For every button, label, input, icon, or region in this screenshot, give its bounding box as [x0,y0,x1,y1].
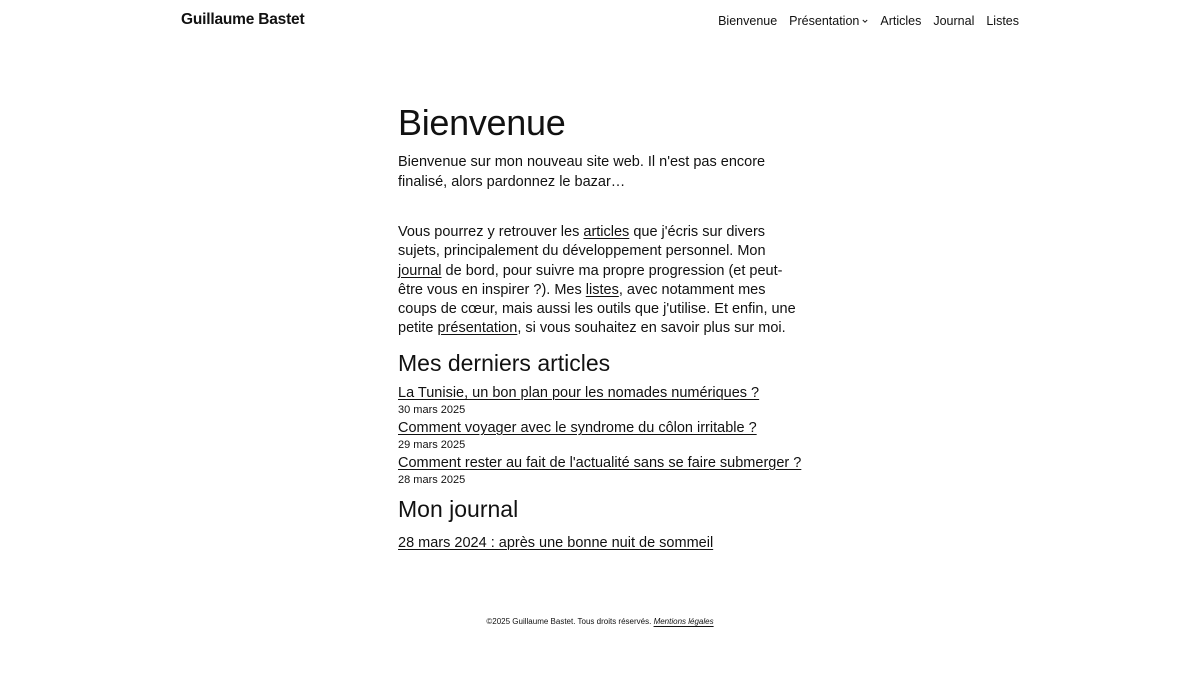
presentation-link[interactable]: présentation [437,320,518,337]
intro-text: Bienvenue sur mon nouveau site web. Il n'est pas encore finalisé, alors pardonnez le bazar… [398,154,766,190]
nav-link-presentation-label: Présentation [789,14,860,28]
body-text-3: de bord, pour suivre ma propre progression (et peut-être vous en inspirer ?). Mes [398,262,783,298]
post-date: 30 mars 2025 [398,403,466,416]
legal-notice-link[interactable]: Mentions légales [653,617,714,626]
body-paragraph [398,223,802,339]
chevron-down-icon[interactable] [862,18,868,24]
main-content [398,100,802,553]
footer [0,617,1200,626]
list-item [398,454,802,488]
copyright-text: ©2025 Guillaume Bastet. Tous droits réservés. [486,617,652,626]
site-title[interactable]: Guillaume Bastet [181,11,305,28]
journal-heading: Mon journal [398,495,519,522]
latest-articles-heading: Mes derniers articles [398,349,611,376]
list-item [398,419,802,453]
post-link[interactable]: La Tunisie, un bon plan pour les nomades numériques ? [398,384,760,401]
journal-entry-link[interactable]: 28 mars 2024 : après une bonne nuit de sommeil [398,534,714,551]
post-link[interactable]: Comment voyager avec le syndrome du côlon irritable ? [398,419,757,436]
nav-link-lists[interactable]: Listes [986,14,1019,28]
nav-link-home[interactable]: Bienvenue [718,14,778,28]
body-text-5: , si vous souhaitez en savoir plus sur moi. [517,320,786,337]
journal-link[interactable]: journal [398,262,442,279]
nav-link-presentation[interactable] [789,14,868,28]
list-item [398,384,802,418]
post-date: 28 mars 2025 [398,473,466,486]
body-text-1: Vous pourrez y retrouver les [398,224,584,240]
body-text-4: , avec notamment mes coups de cœur, mais aussi les outils que j'utilise. Et enfin, une petite [398,281,796,337]
body-text-2: que j'écris sur divers sujets, principalement du développement personnel. Mon [398,224,766,260]
post-list [398,384,802,488]
main-navigation [718,14,1019,28]
post-date: 29 mars 2025 [398,438,466,451]
page-title: Bienvenue [398,102,566,143]
lists-link[interactable]: listes [585,281,619,298]
post-link[interactable]: Comment rester au fait de l'actualité sans se faire submerger ? [398,454,802,471]
articles-link[interactable]: articles [583,224,630,240]
nav-link-articles[interactable]: Articles [880,14,922,28]
nav-link-journal[interactable]: Journal [933,14,975,28]
